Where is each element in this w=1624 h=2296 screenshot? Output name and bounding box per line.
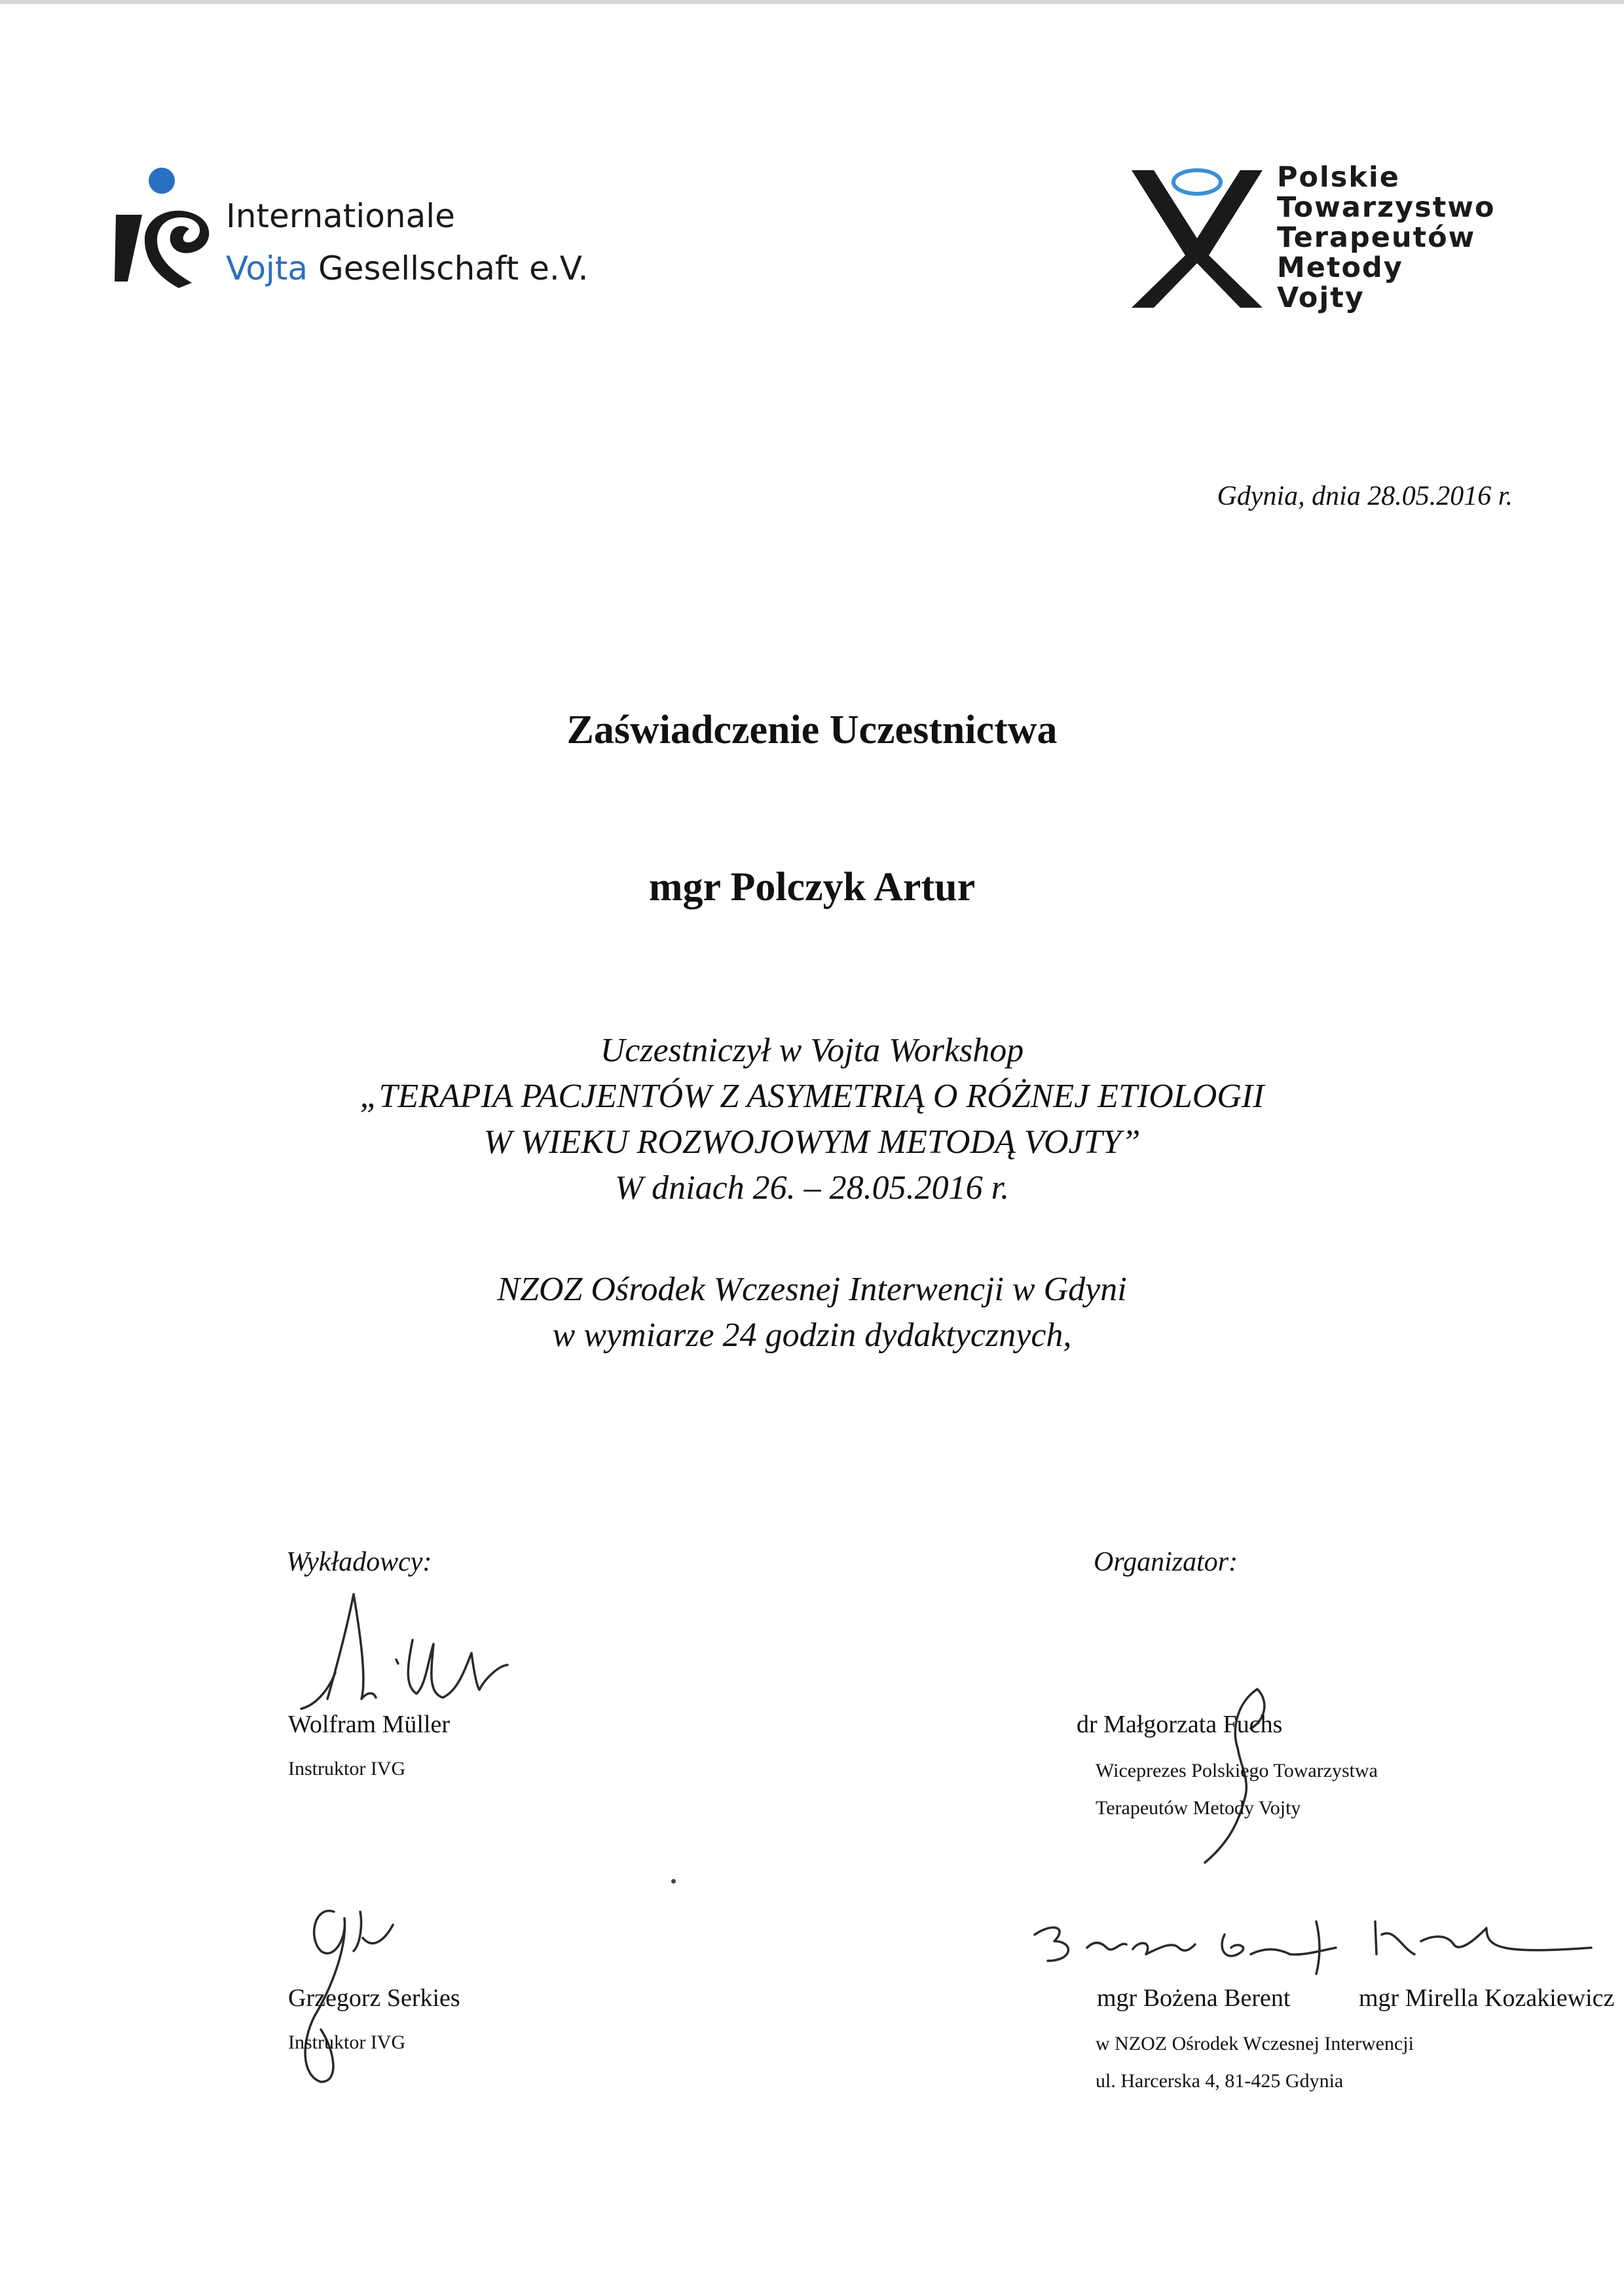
ptt-logo-line: Terapeutów: [1277, 221, 1476, 254]
lecturer-name: Wolfram Müller: [288, 1711, 451, 1738]
ptt-logo-line: Polskie: [1277, 161, 1400, 194]
organizer-role: Wiceprezes Polskiego Towarzystwa: [1096, 1760, 1378, 1781]
document-title: Zaświadczenie Uczestnictwa: [566, 708, 1058, 752]
place-date: Gdynia, dnia 28.05.2016 r.: [1217, 481, 1513, 511]
body-line: „TERAPIA PACJENTÓW Z ASYMETRIĄ O RÓŻNEJ ETIOLOGII: [360, 1078, 1264, 1115]
body-line: Uczestniczył w Vojta Workshop: [600, 1032, 1024, 1069]
organizer-name: mgr Mirella Kozakiewicz: [1359, 1984, 1615, 2012]
body-line: W WIEKU ROZWOJOWYM METODĄ VOJTY”: [483, 1123, 1141, 1161]
lecturer-name: Grzegorz Serkies: [288, 1984, 460, 2012]
ptt-logo-line: Towarzystwo: [1277, 191, 1496, 224]
organizer-address: ul. Harcerska 4, 81-425 Gdynia: [1096, 2070, 1344, 2092]
body-line: W dniach 26. – 28.05.2016 r.: [614, 1169, 1010, 1207]
lecturer-role: Instruktor IVG: [288, 1758, 406, 1779]
body-line: NZOZ Ośrodek Wczesnej Interwencji w Gdyni: [497, 1271, 1127, 1308]
top-edge-rule: [0, 0, 1624, 4]
organizer-role: Terapeutów Metody Vojty: [1096, 1797, 1301, 1819]
ivg-logo-line2: [226, 249, 589, 287]
signature-berent-kozakiewicz-icon: [1028, 1908, 1591, 1980]
signature-mueller-icon: [288, 1581, 511, 1712]
organizer-address: w NZOZ Ośrodek Wczesnej Interwencji: [1096, 2033, 1414, 2054]
paper-speck: [671, 1879, 676, 1884]
body-line: w wymiarze 24 godzin dydaktycznych,: [552, 1317, 1072, 1354]
ivg-logo-vojta: Vojta: [226, 249, 308, 287]
ivg-logo-line1: Internationale: [226, 197, 455, 235]
recipient-name: mgr Polczyk Artur: [648, 865, 976, 909]
ptt-logo-line: Metody: [1277, 251, 1403, 284]
lecturer-role: Instruktor IVG: [288, 2032, 406, 2053]
lecturers-heading: Wykładowcy:: [286, 1547, 432, 1577]
ptt-logo-line: Vojty: [1277, 282, 1365, 314]
organizer-heading: Organizator:: [1094, 1547, 1238, 1577]
organizer-name: dr Małgorzata Fuchs: [1077, 1711, 1283, 1738]
organizer-name: mgr Bożena Berent: [1097, 1984, 1291, 2012]
ptt-logo-icon: [1132, 162, 1263, 310]
ivg-logo-line2-rest: Gesellschaft e.V.: [308, 249, 589, 287]
